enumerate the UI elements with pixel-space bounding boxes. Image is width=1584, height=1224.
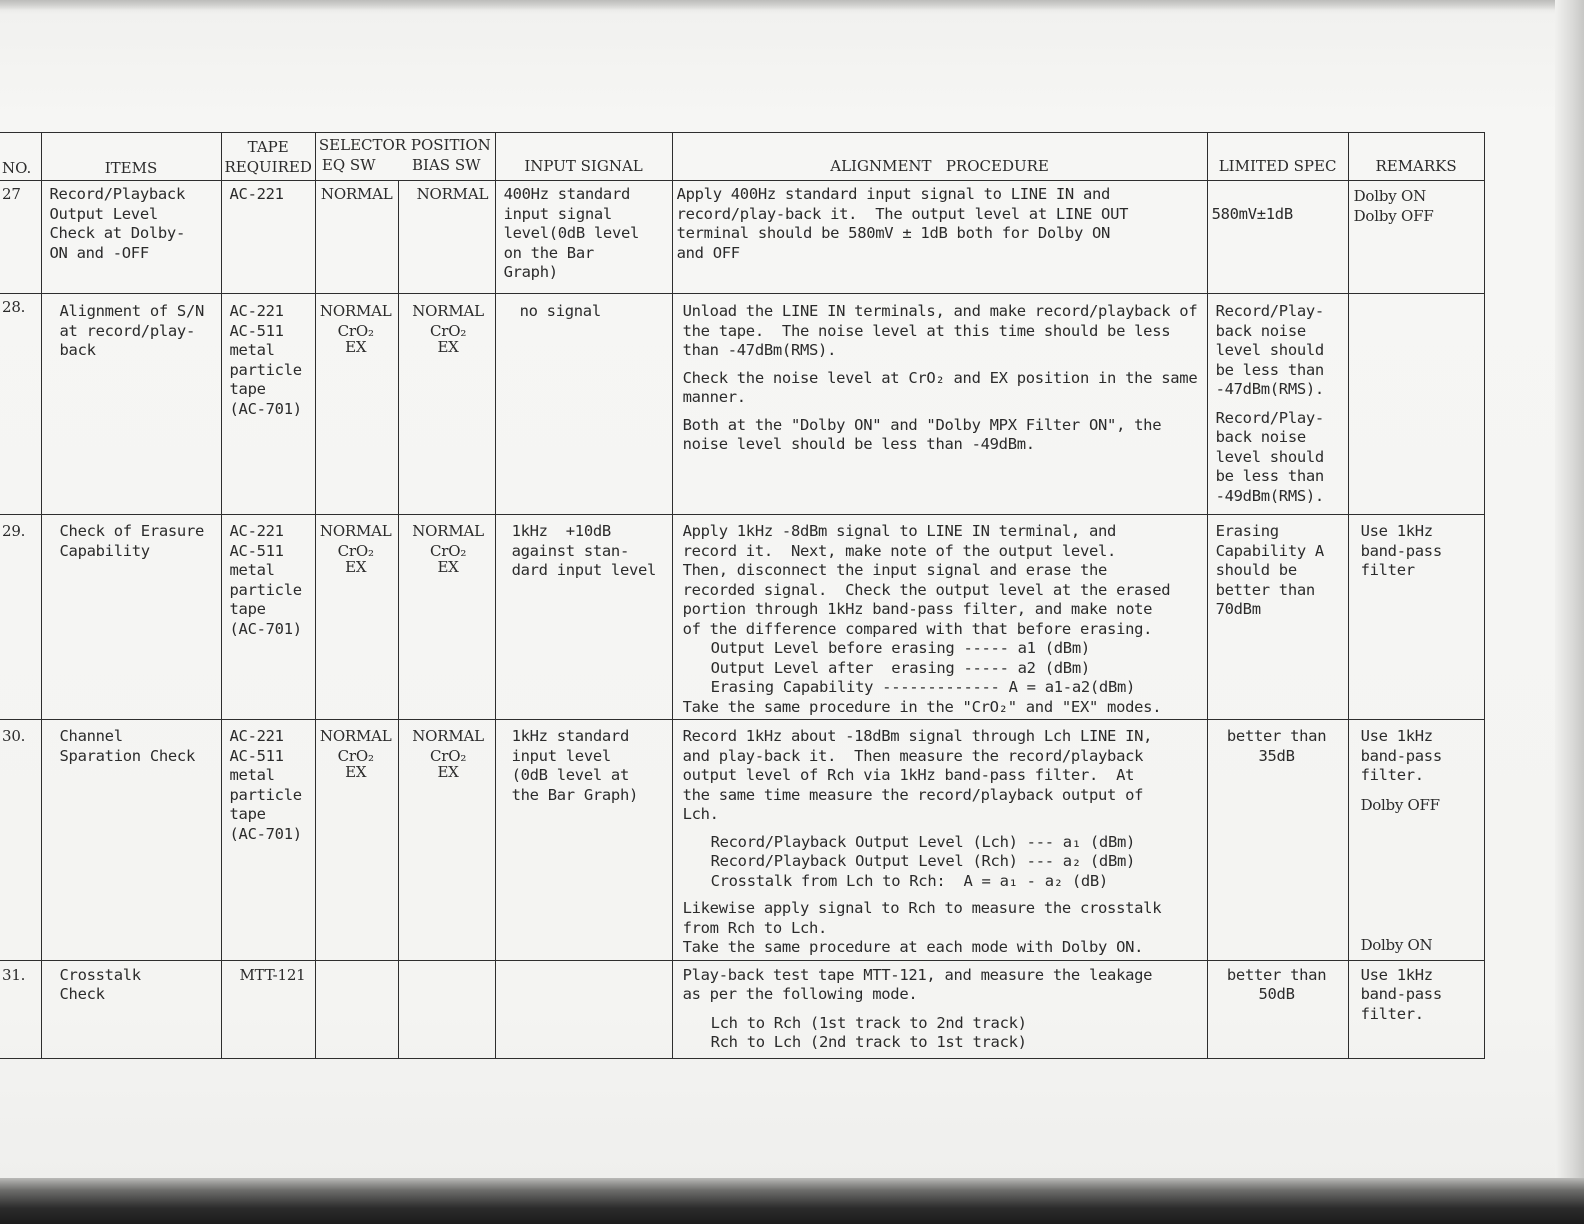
header-eq-sw: EQ SW bbox=[321, 156, 376, 174]
scan-bottom-shadow bbox=[0, 1178, 1584, 1224]
header-limited-spec: LIMITED SPEC bbox=[1207, 133, 1348, 181]
header-remarks: REMARKS bbox=[1348, 133, 1484, 181]
row-items: Crosstalk Check bbox=[41, 960, 221, 1058]
row-items: Check of Erasure Capability bbox=[41, 515, 221, 720]
row-limited-spec: Record/Play-back noise level should be less than -47dBm(RMS). Record/Play-back noise level should be less than -49dBm(RMS). bbox=[1207, 294, 1348, 515]
row-number: 27 bbox=[0, 181, 41, 294]
row-tape: AC-221 AC-511 metal particle tape (AC-701) bbox=[221, 294, 315, 515]
row-items: Record/Playback Output Level Check at Dolby- ON and -OFF bbox=[41, 181, 221, 294]
row-remarks: Use 1kHz band-pass filter. Dolby OFF Dolby ON bbox=[1348, 720, 1484, 961]
row-bias-sw: NORMAL CrO₂ EX bbox=[398, 720, 495, 961]
remark-dolby-off: Dolby OFF bbox=[1360, 795, 1440, 814]
table-row bbox=[0, 960, 1484, 1058]
row-tape: AC-221 bbox=[221, 181, 315, 294]
header-input-signal: INPUT SIGNAL bbox=[495, 133, 672, 181]
header-no: NO. bbox=[0, 133, 41, 181]
row-tape: MTT-121 bbox=[221, 960, 315, 1058]
row-tape: AC-221 AC-511 metal particle tape (AC-701) bbox=[221, 720, 315, 961]
row-items: Alignment of S/N at record/play- back bbox=[41, 294, 221, 515]
row-limited-spec: better than 35dB bbox=[1207, 720, 1348, 961]
row-input-signal: 400Hz standard input signal level(0dB level on the Bar Graph) bbox=[495, 181, 672, 294]
row-remarks: Dolby ON Dolby OFF bbox=[1348, 181, 1484, 294]
row-procedure: Apply 400Hz standard input signal to LINE IN and record/play-back it. The output level at LINE OUT terminal should be 580mV ± 1dB both for Dolby ON and OFF bbox=[672, 181, 1207, 294]
table-row bbox=[0, 181, 1484, 294]
row-input-signal: 1kHz +10dB against stan- dard input level bbox=[495, 515, 672, 720]
row-bias-sw: NORMAL CrO₂ EX bbox=[398, 294, 495, 515]
table-row bbox=[0, 294, 1484, 515]
header-items: ITEMS bbox=[41, 133, 221, 181]
header-selector-position bbox=[315, 133, 495, 181]
header-alignment-procedure: ALIGNMENT PROCEDURE bbox=[672, 133, 1207, 181]
row-procedure: Record 1kHz about -18dBm signal through Lch LINE IN, and play-back it. Then measure the record/playback output level of Rch via 1kHz band-pass filter. At the same time measure the record/playback output of Lch. Record/Playback Output Level (Lch) --- a₁ (dBm) Record/Playback Output Level (Rch) --- a₂ (dBm) Crosstalk from Lch to Rch: A = a₁ - a₂ (dB) Likewise apply signal to Rch to measure the crosstalk from Rch to Lch. Take the same procedure at each mode with Dolby ON. bbox=[672, 720, 1207, 961]
row-procedure: Apply 1kHz -8dBm signal to LINE IN terminal, and record it. Next, make note of the output level. Then, disconnect the input signal and erase the recorded signal. Check the output level at the erased portion through 1kHz band-pass filter, and make note of the difference compared with that before erasing. Output Level before erasing ----- a1 (dBm) Output Level after erasing ----- a2 (dBm) Erasing Capability ------------- A = a1-a2(dBm) Take the same procedure in the "CrO₂" and "EX" modes. bbox=[672, 515, 1207, 720]
row-input-signal: 1kHz standard input level (0dB level at the Bar Graph) bbox=[495, 720, 672, 961]
row-remarks: Use 1kHz band-pass filter bbox=[1348, 515, 1484, 720]
header-selector-sub bbox=[316, 156, 495, 176]
row-eq-sw: NORMAL CrO₂ EX bbox=[315, 515, 398, 720]
row-procedure: Unload the LINE IN terminals, and make record/playback of the tape. The noise level at this time should be less than -47dBm(RMS). Check the noise level at CrO₂ and EX position in the same manner. Both at the "Dolby ON" and "Dolby MPX Filter ON", the noise level should be less than -49dBm. bbox=[672, 294, 1207, 515]
remark-dolby-on: Dolby ON bbox=[1360, 936, 1433, 954]
table-header-row bbox=[0, 133, 1484, 181]
row-limited-spec: 580mV±1dB bbox=[1207, 181, 1348, 294]
alignment-procedure-table bbox=[0, 132, 1485, 1059]
row-number: 28. bbox=[0, 294, 41, 515]
row-remarks bbox=[1348, 294, 1484, 515]
row-eq-sw: NORMAL bbox=[315, 181, 398, 294]
row-limited-spec: Erasing Capability A should be better than 70dBm bbox=[1207, 515, 1348, 720]
row-remarks: Use 1kHz band-pass filter. bbox=[1348, 960, 1484, 1058]
row-bias-sw: NORMAL bbox=[398, 181, 495, 294]
page-right-edge bbox=[1555, 0, 1584, 1180]
row-input-signal: no signal bbox=[495, 294, 672, 515]
row-number: 31. bbox=[0, 960, 41, 1058]
row-eq-sw bbox=[315, 960, 398, 1058]
row-items: Channel Sparation Check bbox=[41, 720, 221, 961]
row-input-signal bbox=[495, 960, 672, 1058]
table-row bbox=[0, 720, 1484, 961]
table-row bbox=[0, 515, 1484, 720]
row-bias-sw bbox=[398, 960, 495, 1058]
row-number: 30. bbox=[0, 720, 41, 961]
scan-top-shadow bbox=[0, 0, 1584, 10]
row-number: 29. bbox=[0, 515, 41, 720]
header-tape-required: TAPE REQUIRED bbox=[221, 133, 315, 181]
header-bias-sw: BIAS SW bbox=[412, 156, 481, 174]
row-procedure: Play-back test tape MTT-121, and measure the leakage as per the following mode. Lch to Rch (1st track to 2nd track) Rch to Lch (2nd track to 1st track) bbox=[672, 960, 1207, 1058]
row-limited-spec: better than 50dB bbox=[1207, 960, 1348, 1058]
row-bias-sw: NORMAL CrO₂ EX bbox=[398, 515, 495, 720]
row-eq-sw: NORMAL CrO₂ EX bbox=[315, 294, 398, 515]
row-eq-sw: NORMAL CrO₂ EX bbox=[315, 720, 398, 961]
header-selector-title: SELECTOR POSITION bbox=[318, 136, 491, 154]
row-tape: AC-221 AC-511 metal particle tape (AC-701) bbox=[221, 515, 315, 720]
